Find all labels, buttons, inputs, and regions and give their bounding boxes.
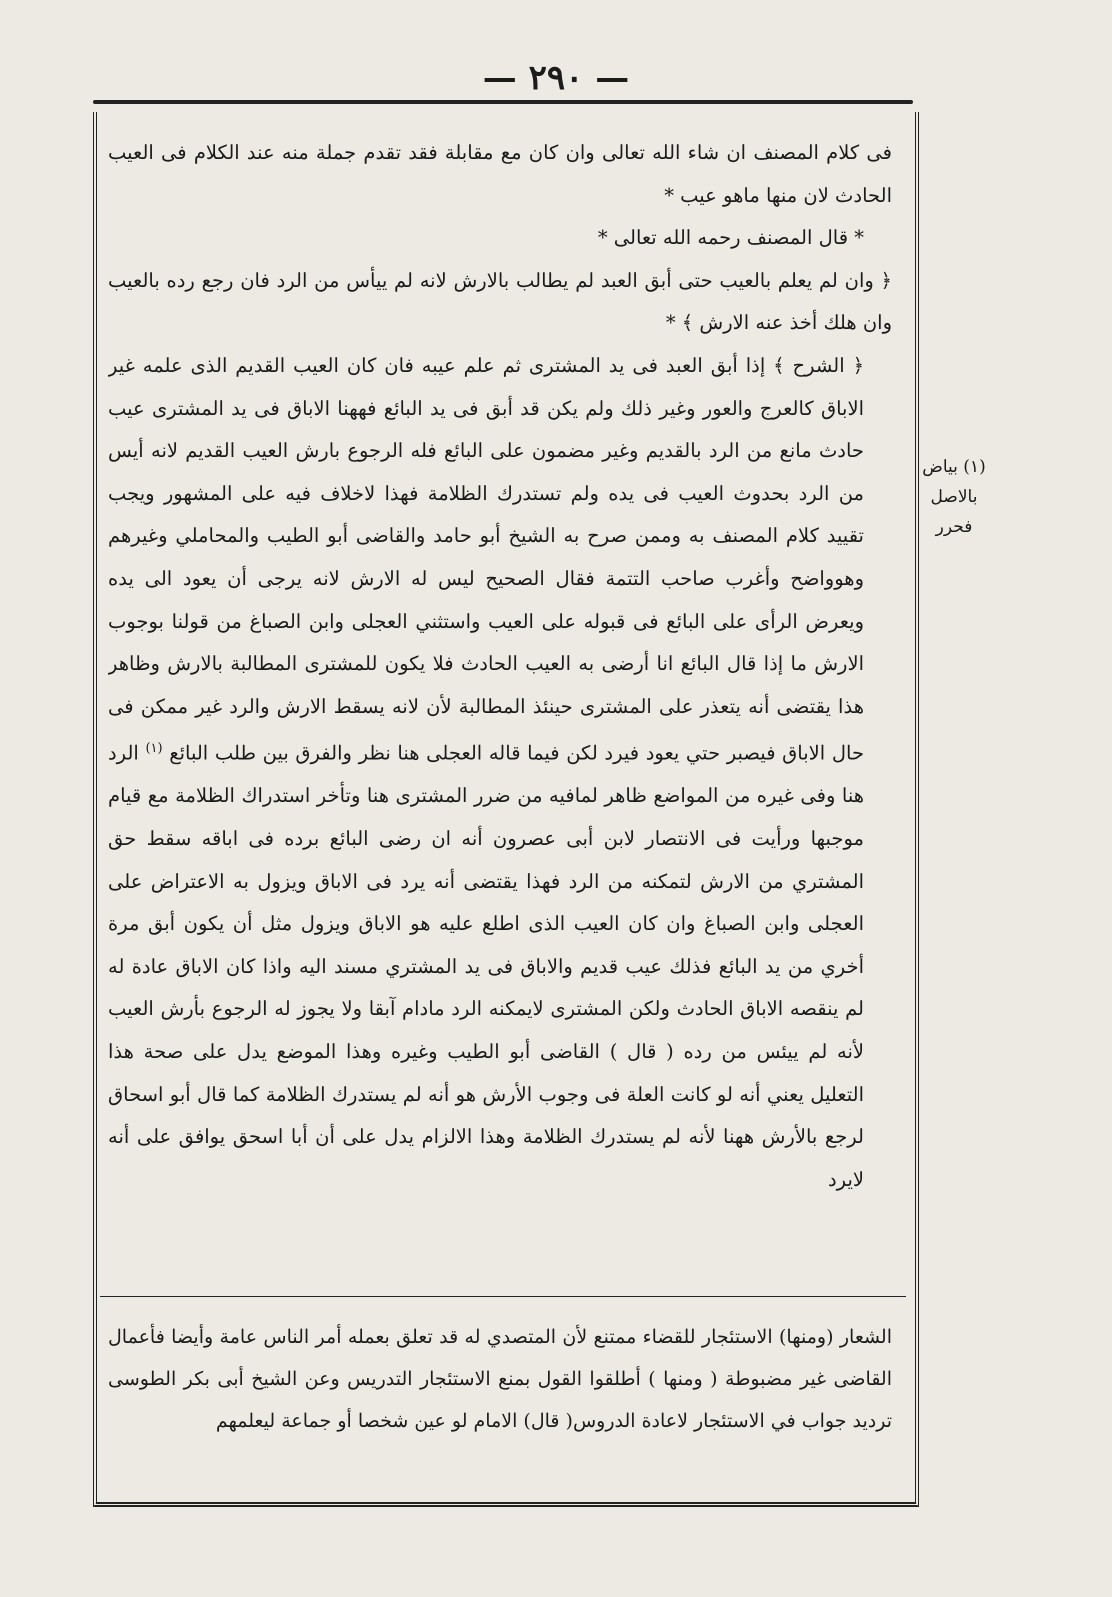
footnote-paragraph: الشعار (ومنها) الاستئجار للقضاء ممتنع لأن المتصدي له قد تعلق بعمله أمر الناس عامة وأيضا فأعمال القاضى غير مضبوطة ( ومنها ) أطلقوا القول بمنع الاستئجار التدريس وعن الشيخ أبى بكر الطوسى ترديد جواب في الاستئجار لاعادة الدروس( قال) الامام لو عين شخصا أو جماعة ليعلمهم [108, 1326, 892, 1432]
margin-note-line-1: (١) بياض [922, 457, 986, 477]
top-rule [93, 100, 913, 104]
page-number: — ٢٩٠ — [482, 58, 630, 98]
paragraph-3: ﴿ وان لم يعلم بالعيب حتى أبق العبد لم يطالب بالارش لانه لم ييأس من الرد فان رجع رده بالعيب وان هلك أخذ عنه الارش ﴾ * [108, 268, 892, 335]
paragraph-2: * قال المصنف رحمه الله تعالى * [597, 226, 864, 250]
paragraph-4 [108, 345, 892, 1201]
margin-note [912, 452, 996, 542]
footnote-reference: (١) [145, 741, 163, 757]
paragraph-4-text-continued: الرد هنا وفى غيره من المواضع ظاهر لمافيه من ضرر المشترى هنا وتأخر استدراك الظلامة مع قيام موجبها ورأيت فى الانتصار لابن أبى عصرون أنه ان رضى البائع برده فى اباقه سقط حق المشتري من الارش لتمكنه من الرد فهذا يقتضى أنه يرد فى الاباق ويزول به الاعتراض على العجلى وابن الصباغ وان كان العيب الذى اطلع عليه هو الاباق ويزول مثل أن يكون أبق مرة أخري من يد البائع فذلك عيب قديم والاباق فى يد المشتري مسند اليه واذا كان الاباق عادة له لم ينقصه الاباق الحادث ولكن المشترى لايمكنه الرد مادام آبقا ولا يجوز له الرجوع بأرش العيب لأنه لم ييئس من رده ( قال ) القاضى أبو الطيب وغيره وهذا الموضع يدل على صحة هذا التعليل يعني أنه لو كانت العلة فى وجوب الأرش هو أنه لم يستدرك الظلامة كما قال أبو اسحاق لرجع بالأرش ههنا لأنه لم يستدرك الظلامة وهذا الالزام يدل على أن أبا اسحق يوافق على أنه لايرد [108, 741, 864, 1191]
main-text [108, 132, 892, 1288]
footnote-text [108, 1316, 892, 1476]
paragraph-1: فى كلام المصنف ان شاء الله تعالى وان كان مع مقابلة فقد تقدم جملة منه عند الكلام فى العيب الحادث لان منها ماهو عيب * [108, 141, 892, 207]
margin-note-line-2: بالاصل فحرر [930, 487, 978, 537]
footnote-divider [100, 1296, 906, 1297]
paragraph-4-text: ﴿ الشرح ﴾ إذا أبق العبد فى يد المشترى ثم علم عيبه فان كان العيب القديم الذى علمه غير الاباق كالعرج والعور وغير ذلك ولم يكن قد أبق فى يد البائع فههنا الاباق فى يد المشترى عيب حادث مانع من الرد بالقديم وغير مضمون على البائع فله الرجوع بارش العيب القديم لانه أيس من الرد بحدوث العيب فى يده ولم تستدرك الظلامة فهذا لاخلاف فيه على المشهور ويجب تقييد كلام المصنف به وممن صرح به الشيخ أبو حامد والقاضى أبو الطيب والمحاملي وغيرهم وهوواضح وأغرب صاحب التتمة فقال الصحيح ليس له الارش لانه يرجى أن يعود الى يده ويعرض الرأى على البائع فى قبوله على العيب واستثني العجلى وابن الصباغ من قولنا بوجوب الارش ما إذا قال البائع انا أرضى به العيب الحادث فلا يكون للمشترى المطالبة بالارش وظاهر هذا يقتضى أنه يتعذر على المشترى حينئذ المطالبة لأن لانه يسقط الارش والرد غير ممكن فى حال الاباق فيصبر حتي يعود فيرد لكن فيما قاله العجلى هنا نظر والفرق بين طلب البائع [108, 353, 864, 765]
